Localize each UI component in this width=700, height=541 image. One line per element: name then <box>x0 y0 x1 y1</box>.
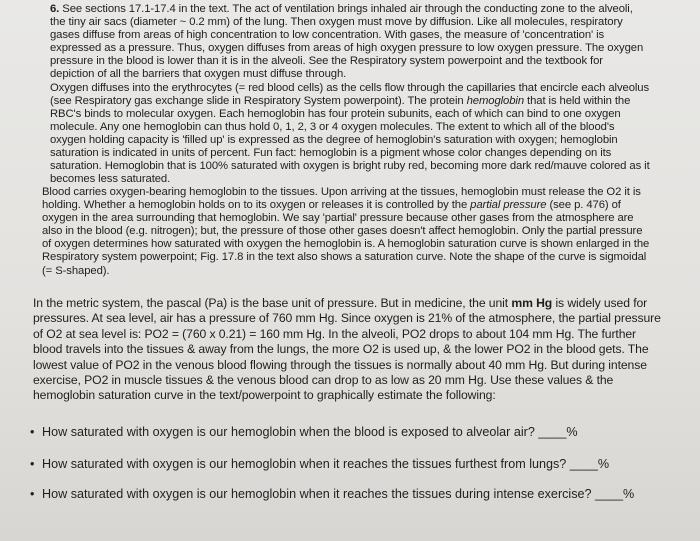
bullet-icon: • <box>30 425 35 439</box>
mmhg-term: mm Hg <box>511 296 553 310</box>
paragraph1-text3: that is held within the RBC's binds to molecular oxygen. Each hemoglobin has four protein subunits, each of which can bind to one oxygen molecule. Any one hemoglobin can thus hold 0, 1, 2, 3 or 4 oxygen molecules. The extent to which all of the blood's oxygen holding capacity is 'filled up' is expressed as the degree of hemoglobin's saturation with oxygen; hemoglobin saturation is indicated in units of percent. Fun fact: hemoglobin is a pigment whose color changes depending on its saturation. Hemoglobin that is 100% saturated with oxygen is bright ruby red, becoming more dark red/mauve colored as it becomes less saturated. <box>50 94 650 186</box>
hemoglobin-term: hemoglobin <box>466 94 525 107</box>
question-text: How saturated with oxygen is our hemoglobin when it reaches the tissues furthest from lungs? ____% <box>42 457 610 471</box>
paragraph2-text2: (see p. 476) of oxygen in the area surrounding that hemoglobin. We say 'partial' pressure because other gases from the atmosphere are also in the blood (e.g. nitrogen); but, the pressure of those other gases doesn't affect hemoglobin. Only the partial pressure of oxygen determines how saturated with oxygen the hemoglobin is. A hemoglobin saturation curve is shown enlarged in the Respiratory system powerpoint; Fig. 17.8 in the text also shows a saturation curve. Note the shape of the curve is sigmoidal (= S-shaped). <box>42 199 650 277</box>
paragraph1-text2: Oxygen diffuses into the erythrocytes (= red blood cells) as the cells flow through the capillaries that encircle each alveolus (see Respiratory gas exchange slide in Respiratory System powerpoint). The protein <box>50 81 650 107</box>
paragraph3-text1: In the metric system, the pascal (Pa) is the base unit of pressure. But in medicine, the unit <box>33 296 512 310</box>
paragraph-hemoglobin-transport <box>42 186 652 278</box>
paragraph-pressure-units <box>33 296 663 404</box>
question-exercise-saturation <box>30 486 690 502</box>
question-alveolar-saturation <box>30 424 690 440</box>
paragraph2-text1: Blood carries oxygen-bearing hemoglobin to the tissues. Upon arriving at the tissues, hemoglobin must release the O2 it is holding. Whether a hemoglobin holds on to its oxygen or releases it is controlled by the <box>42 186 641 212</box>
partial-pressure-term: partial pressure <box>470 199 547 212</box>
question-text: How saturated with oxygen is our hemoglobin when the blood is exposed to alveolar air? ____% <box>42 425 578 439</box>
paragraph-ventilation-diffusion <box>50 3 650 186</box>
bullet-icon: • <box>30 457 35 471</box>
question-number: 6. <box>50 3 60 15</box>
paragraph3-text2: is widely used for pressures. At sea level, air has a pressure of 760 mm Hg. Since oxygen is 21% of the atmosphere, the partial pressure of O2 at sea level is: PO2 = (760 x 0.21) = 160 mm Hg. In the alveoli, PO2 drops to about 104 mm Hg. The further blood travels into the tissues & away from the lungs, the more O2 is used up, & the lower PO2 in the blood gets. The lowest value of PO2 in the venous blood flowing through the tissues is normally about 40 mm Hg. But during intense exercise, PO2 in muscle tissues & the venous blood can drop to as low as 20 mm Hg. Use these values & the hemoglobin saturation curve in the text/powerpoint to graphically estimate the following: <box>33 296 661 403</box>
paragraph1-text: See sections 17.1-17.4 in the text. The act of ventilation brings inhaled air through the conducting zone to the alveoli, the tiny air sacs (diameter ~ 0.2 mm) of the lung. Then oxygen must move by diffusion. Like all molecules, respiratory gases diffuse from areas of high concentration to low concentration. With gases, the measure of 'concentration' is expressed as a pressure. Thus, oxygen diffuses from areas of high oxygen pressure to low oxygen pressure. The oxygen pressure in the blood is lower than it is in the alveoli. See the Respiratory system powerpoint and the textbook for depiction of all the barriers that oxygen must diffuse through. <box>50 3 644 81</box>
bullet-icon: • <box>30 487 35 501</box>
question-text: How saturated with oxygen is our hemoglobin when it reaches the tissues during intense exercise? ____% <box>42 487 635 501</box>
question-tissue-saturation <box>30 456 690 472</box>
